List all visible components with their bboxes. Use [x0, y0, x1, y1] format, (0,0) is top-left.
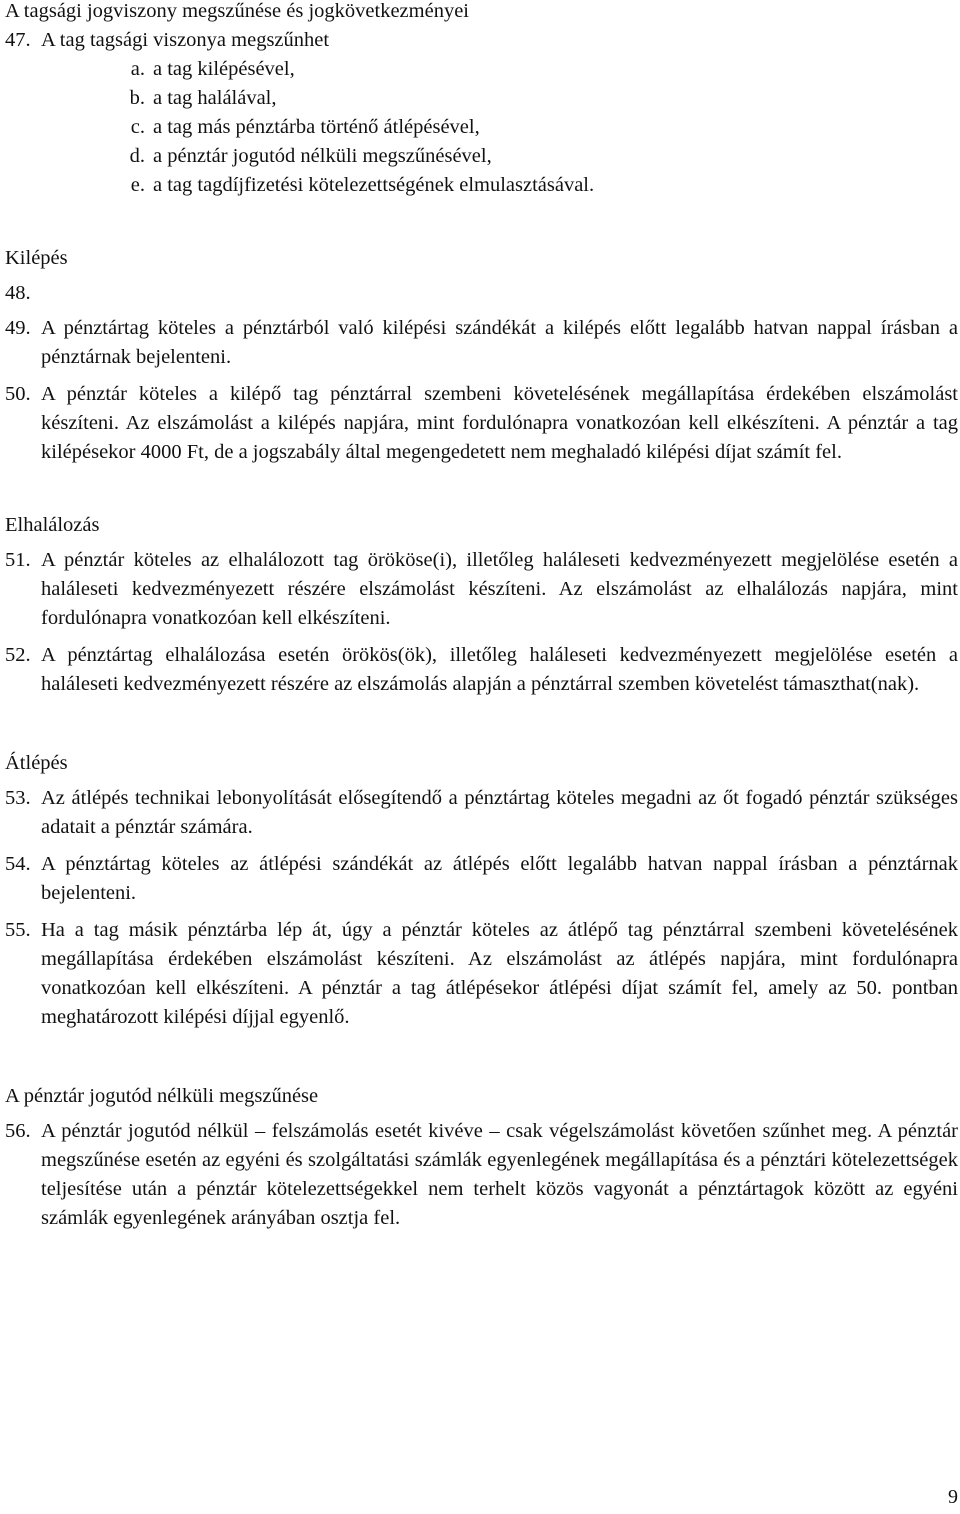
item-53 — [5, 784, 960, 842]
list-text: a tag halálával, — [153, 87, 277, 109]
item-text: A pénztár köteles a kilépő tag pénztárral szembeni követelésének megállapítása érdekében elszámolást készíteni. Az elszámolást a kilépés napjára, mint fordulónapra vonatkozóan kell elkészíteni. A pénztár a tag kilépésekor 4000 Ft, de a jogszabály által megengedetett nem meghaladó kilépési díjat számít fel. — [41, 383, 958, 463]
item-text: A pénztár jogutód nélkül – felszámolás esetét kivéve – csak végelszámolást követően szűnhet meg. A pénztár megszűnése esetén az egyéni és szolgáltatási számlák egyenlegének megállapítása és a pénztári kötelezettségek teljesítése után a pénztár kötelezettségekkel nem terhelt közös vagyonát a pénztártagok között az egyéni számlák egyenlegének arányában osztja fel. — [41, 1120, 958, 1229]
section-heading-megszunes: A pénztár jogutód nélküli megszűnése — [5, 1085, 319, 1107]
item-text: A pénztár köteles az elhalálozott tag örököse(i), illetőleg haláleseti kedvezményezett megjelölése esetén a haláleseti kedvezményezett részére elszámolást készíteni. Az elszámolást az elhalálozás napjára, mint fordulónapra vonatkozóan kell elkészíteni. — [41, 549, 958, 629]
item-number: 48. — [5, 282, 31, 304]
list-letter: e. — [130, 174, 145, 196]
list-text: a tag más pénztárba történő átlépésével, — [153, 116, 480, 138]
item-51 — [5, 546, 960, 633]
item-number: 49. — [5, 317, 31, 339]
item-number: 47. — [5, 29, 31, 51]
item-text: Ha a tag másik pénztárba lép át, úgy a pénztár köteles az átlépő tag pénztárral szembeni követelésének megállapítása érdekében elszámolást készíteni. Az elszámolást az átlépés napjára, mint fordulónapra vonatkozóan kell elkészíteni. A pénztár a tag átlépésekor átlépési díjat számít fel, amely az 50. pontban meghatározott kilépési díjjal egyenlő. — [41, 919, 958, 1028]
intro-title: A tagsági jogviszony megszűnése és jogkövetkezményei — [5, 0, 469, 22]
item-54 — [5, 850, 960, 908]
item-number: 55. — [5, 919, 31, 941]
list-letter: b. — [129, 87, 145, 109]
document-page — [5, 0, 960, 1233]
item-50 — [5, 380, 960, 467]
item-number: 52. — [5, 644, 31, 666]
item-number: 53. — [5, 787, 31, 809]
item-text: A pénztártag elhalálozása esetén örökös(ök), illetőleg haláleseti kedvezményezett megjelölése esetén a haláleseti kedvezményezett részére az elszámolás alapján a pénztárral szemben követelést támaszthat(nak). — [41, 644, 958, 695]
list-item — [5, 84, 960, 113]
list-letter: c. — [130, 116, 145, 138]
item-number: 51. — [5, 549, 31, 571]
list-text: a tag tagdíjfizetési kötelezettségének elmulasztásával. — [153, 174, 595, 196]
item-55 — [5, 916, 960, 1032]
page-number: 9 — [948, 1486, 958, 1508]
item-48 — [5, 279, 960, 308]
section-heading-elhalalozas: Elhalálozás — [5, 514, 100, 536]
list-item — [5, 55, 960, 84]
list-item — [5, 142, 960, 171]
item-47 — [5, 26, 960, 55]
item-number: 56. — [5, 1120, 31, 1142]
item-56 — [5, 1117, 960, 1233]
item-49 — [5, 314, 960, 372]
list-text: a tag kilépésével, — [153, 58, 295, 80]
section-heading-kilepes: Kilépés — [5, 247, 68, 269]
item-text: Az átlépés technikai lebonyolítását elősegítendő a pénztártag köteles megadni az őt fogadó pénztár szükséges adatait a pénztár számára. — [41, 787, 958, 838]
list-item — [5, 113, 960, 142]
item-52 — [5, 641, 960, 699]
list-item — [5, 171, 960, 200]
item-text: A tag tagsági viszonya megszűnhet — [41, 29, 330, 51]
list-letter: a. — [130, 58, 145, 80]
termination-list — [5, 55, 960, 200]
item-number: 54. — [5, 853, 31, 875]
item-text: A pénztártag köteles a pénztárból való kilépési szándékát a kilépés előtt legalább hatvan nappal írásban a pénztárnak bejelenteni. — [41, 317, 958, 368]
item-text: A pénztártag köteles az átlépési szándékát az átlépés előtt legalább hatvan nappal írásban a pénztárnak bejelenteni. — [41, 853, 958, 904]
list-text: a pénztár jogutód nélküli megszűnésével, — [153, 145, 492, 167]
item-number: 50. — [5, 383, 31, 405]
section-heading-atlepes: Átlépés — [5, 752, 68, 774]
list-letter: d. — [129, 145, 145, 167]
